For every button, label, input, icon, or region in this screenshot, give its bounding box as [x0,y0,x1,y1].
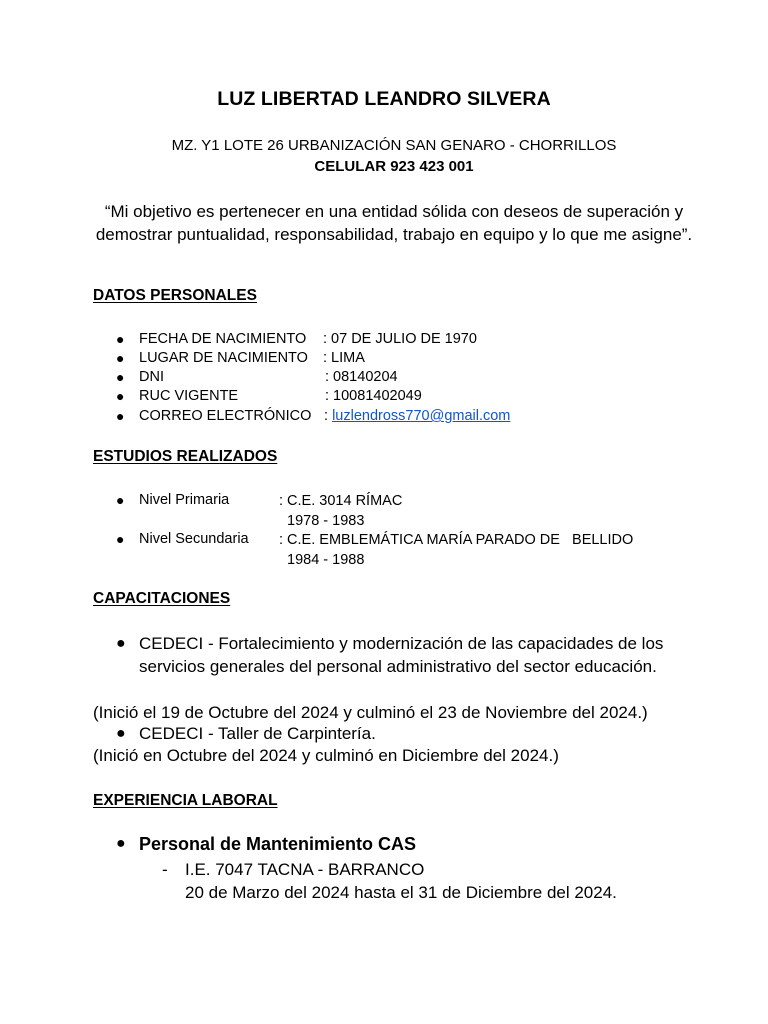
training-note: (Inició el 19 de Octubre del 2024 y culminó el 23 de Noviembre del 2024.) [93,703,648,722]
candidate-name: LUZ LIBERTAD LEANDRO SILVERA [217,88,551,110]
personal-label: CORREO ELECTRÓNICO [139,408,312,424]
education-school: : C.E. 3014 RÍMAC [279,493,403,509]
section-title-personal: DATOS PERSONALES [93,287,257,304]
personal-label: LUGAR DE NACIMIENTO [139,350,308,366]
bullet-icon: ● [116,725,126,742]
dash-icon: - [162,860,168,879]
bullet-icon: ● [116,388,125,404]
education-level: Nivel Primaria [139,492,230,508]
personal-value [324,408,510,424]
objective-statement: “Mi objetivo es pertenecer en una entidad sólida con deseos de superación y demostrar puntualidad, responsabilidad, trabajo en equipo y lo que me asigne”. [95,202,693,244]
bullet-icon: ● [116,492,125,508]
job-place: I.E. 7047 TACNA - BARRANCO [185,860,425,879]
education-school: : C.E. EMBLEMÁTICA MARÍA PARADO DE BELLIDO [279,532,634,548]
job-title: Personal de Mantenimiento CAS [139,834,417,854]
education-years: 1984 - 1988 [287,551,365,568]
bullet-icon: ● [116,531,125,547]
bullet-icon: ● [116,350,125,366]
personal-value: : 10081402049 [325,388,422,404]
training-note: (Inició en Octubre del 2024 y culminó en Diciembre del 2024.) [93,746,559,765]
personal-value: : 07 DE JULIO DE 1970 [323,331,477,347]
bullet-icon: ● [116,835,126,852]
bullet-icon: ● [116,408,125,424]
bullet-icon: ● [116,331,125,347]
phone: CELULAR 923 423 001 [314,158,474,175]
training-text: CEDECI - Fortalecimiento y modernización de las capacidades de los servicios generales del personal administrativo del sector educación. [139,634,664,676]
personal-value: : LIMA [323,350,365,366]
personal-value: : 08140204 [325,369,398,385]
education-level: Nivel Secundaria [139,531,249,547]
job-period: 20 de Marzo del 2024 hasta el 31 de Diciembre del 2024. [185,883,617,902]
section-title-training: CAPACITACIONES [93,590,231,607]
training-text: CEDECI - Taller de Carpintería. [139,724,376,743]
personal-label: FECHA DE NACIMIENTO [139,331,307,347]
email-prefix: : [324,408,329,424]
address: MZ. Y1 LOTE 26 URBANIZACIÓN SAN GENARO - CHORRILLOS [171,137,617,154]
personal-label: RUC VIGENTE [139,388,239,404]
education-years: 1978 - 1983 [287,512,365,529]
bullet-icon: ● [116,369,125,385]
email-link[interactable]: luzlendross770@gmail.com [332,408,511,424]
bullet-icon: ● [116,635,126,652]
personal-label: DNI [139,369,164,385]
section-title-education: ESTUDIOS REALIZADOS [93,448,278,465]
section-title-experience: EXPERIENCIA LABORAL [93,792,278,809]
